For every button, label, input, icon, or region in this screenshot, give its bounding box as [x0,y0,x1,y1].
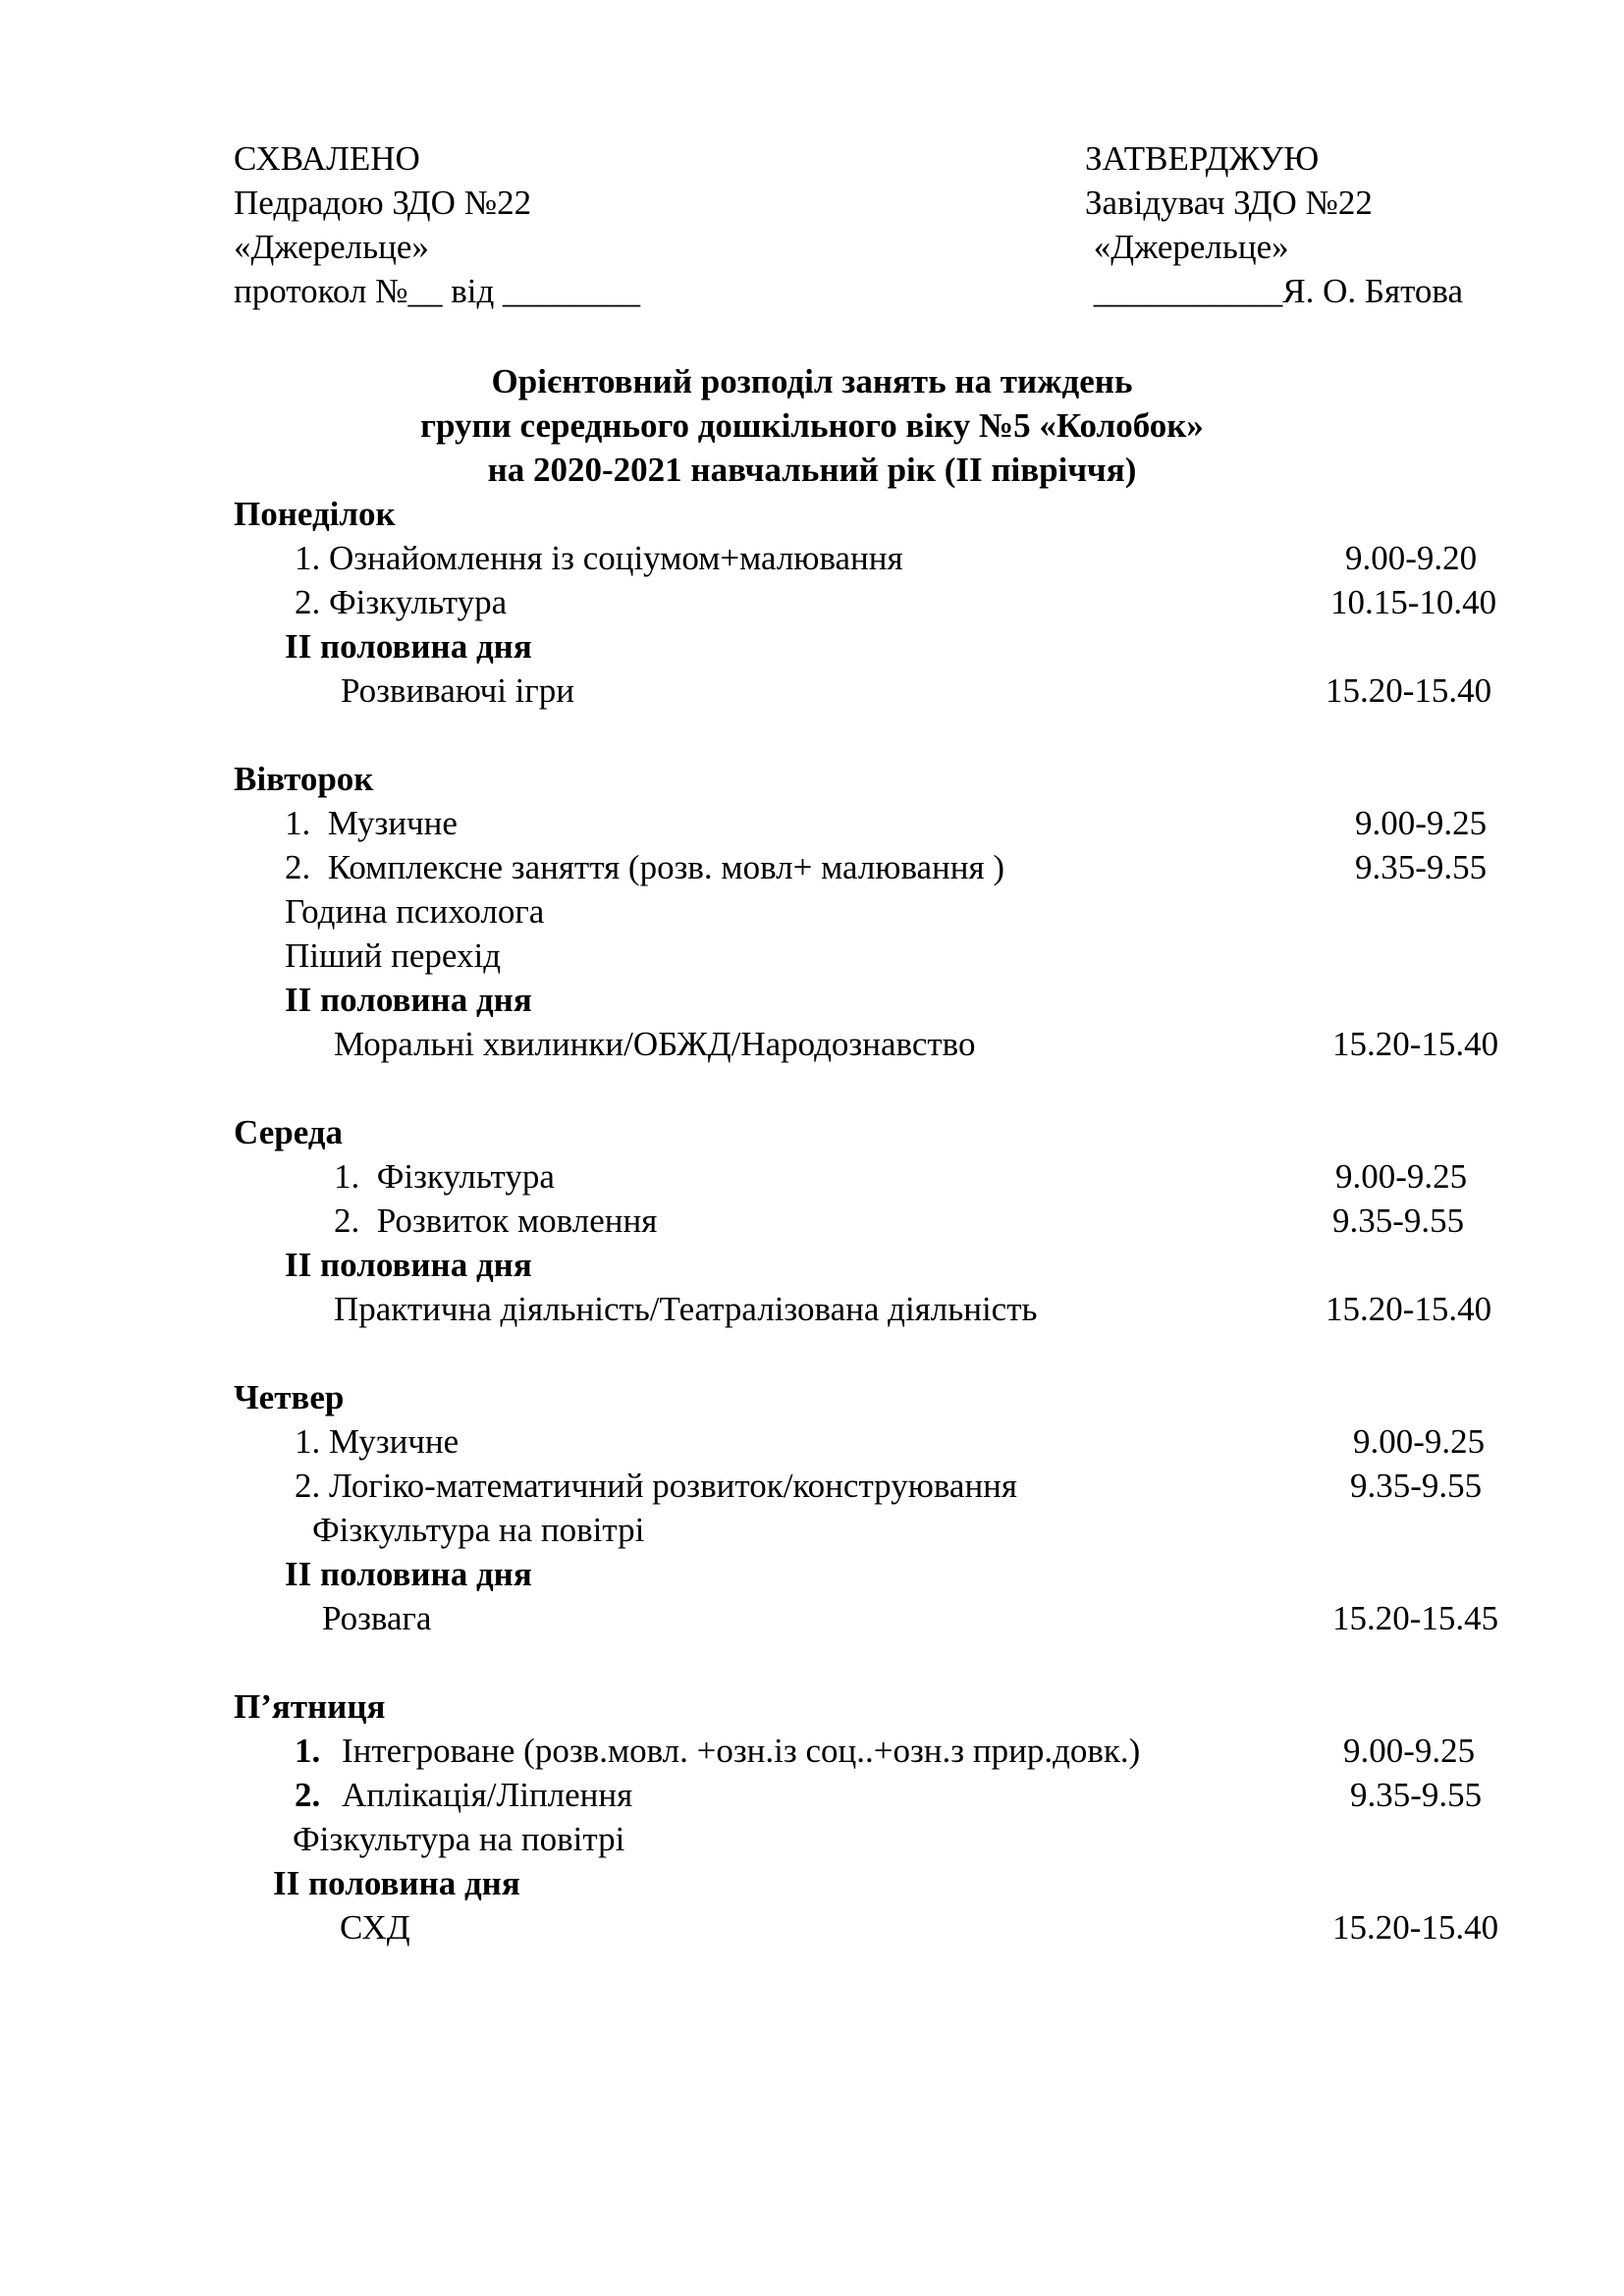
lesson-time: 9.35-9.55 [1332,1201,1465,1240]
afternoon-label: ІІ половина дня [285,627,532,666]
afternoon-activity: Моральні хвилинки/ОБЖД/Народознавство [334,1025,976,1063]
extra-activity: Піший перехід [285,936,502,975]
approval-left-line-4: протокол №__ від ________ [234,272,641,310]
extra-activity: Фізкультура на повітрі [293,1820,625,1858]
lesson-time: 9.00-9.25 [1355,804,1488,842]
approval-left-line-3: «Джерельце» [234,228,429,266]
day-heading-monday: Понеділок [234,495,396,533]
lesson-text: Аплікація/Ліплення [342,1776,633,1814]
afternoon-label: ІІ половина дня [285,1246,532,1284]
approval-left-line-1: СХВАЛЕНО [234,139,420,178]
afternoon-activity: Розвага [322,1599,432,1637]
lesson-time: 9.35-9.55 [1350,1776,1483,1814]
afternoon-time: 15.20-15.40 [1332,1908,1499,1947]
lesson-text: 2. Комплексне заняття (розв. мовл+ малювання ) [285,848,1005,886]
lesson-number: 2. [295,1776,321,1814]
lesson-text: 2. Логіко-математичний розвиток/конструювання [295,1467,1018,1505]
afternoon-activity: Розвиваючі ігри [341,671,574,710]
extra-activity: Година психолога [285,892,545,931]
lesson-text: 1. Фізкультура [334,1157,555,1196]
title-line-1: Орієнтовний розподіл занять на тиждень [491,362,1133,400]
afternoon-time: 15.20-15.40 [1326,671,1492,710]
day-heading-tuesday: Вівторок [234,760,374,798]
afternoon-time: 15.20-15.40 [1326,1290,1492,1328]
lesson-time: 9.00-9.25 [1353,1422,1486,1461]
lesson-time: 9.00-9.25 [1343,1732,1476,1770]
lesson-time: 9.00-9.20 [1345,539,1478,577]
lesson-text: 1. Музичне [285,804,458,842]
lesson-text: 2. Розвиток мовлення [334,1201,658,1240]
lesson-text: 1. Музичне [295,1422,460,1461]
title-line-2: групи середнього дошкільного віку №5 «Колобок» [420,406,1204,445]
day-heading-wednesday: Середа [234,1113,343,1151]
title-line-3: на 2020-2021 навчальний рік (ІІ півріччя) [487,451,1137,489]
approval-right-line-1: ЗАТВЕРДЖУЮ [1085,139,1320,178]
extra-activity: Фізкультура на повітрі [312,1511,645,1549]
day-heading-thursday: Четвер [234,1378,345,1416]
lesson-time: 9.00-9.25 [1335,1157,1468,1196]
approval-left-line-2: Педрадою ЗДО №22 [234,184,532,222]
afternoon-activity: Практична діяльність/Театралізована діяльність [334,1290,1038,1328]
lesson-text: 1. Ознайомлення із соціумом+малювання [295,539,903,577]
afternoon-label: ІІ половина дня [273,1864,520,1902]
lesson-time: 9.35-9.55 [1350,1467,1483,1505]
afternoon-label: ІІ половина дня [285,981,532,1019]
approval-right-line-2: Завідувач ЗДО №22 [1085,184,1373,222]
lesson-text: 2. Фізкультура [295,583,508,621]
afternoon-time: 15.20-15.40 [1332,1025,1499,1063]
afternoon-time: 15.20-15.45 [1332,1599,1499,1637]
approval-right-line-4: ___________Я. О. Бятова [1085,272,1463,310]
lesson-text: Інтегроване (розв.мовл. +озн.із соц..+озн.з прир.довк.) [342,1732,1141,1770]
afternoon-label: ІІ половина дня [285,1555,532,1593]
lesson-time: 9.35-9.55 [1355,848,1488,886]
lesson-number: 1. [295,1732,321,1770]
lesson-time: 10.15-10.40 [1330,583,1497,621]
approval-right-line-3: «Джерельце» [1085,228,1289,266]
afternoon-activity: СХД [340,1908,410,1947]
day-heading-friday: П’ятниця [234,1687,386,1726]
